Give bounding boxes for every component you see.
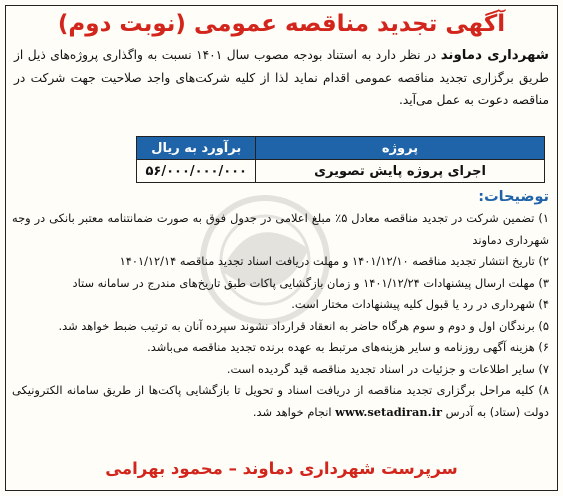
note-item: ۱) تضمین شرکت در تجدید مناقصه معادل ۵٪ مبلغ اعلامی در جدول فوق به صورت ضمانتنامه معتبر بانکی در وجه شهرداری دماوند [12, 211, 549, 247]
notes-list [12, 208, 549, 423]
project-table [136, 136, 545, 183]
notice-title: آگهی تجدید مناقصه عمومی (نوبت دوم) [57, 11, 506, 37]
note-item: ۳) مهلت ارسال پیشنهادات ۱۴۰۱/۱۲/۲۴ و زمان بازگشایی پاکات طبق تاریخ‌های مندرج در سامانه ستاد [72, 275, 549, 290]
table-header-row [137, 137, 545, 160]
column-header-project: پروژه [256, 137, 545, 160]
column-header-estimate: برآورد به ریال [137, 137, 256, 160]
intro-paragraph [14, 44, 549, 111]
project-name-cell: اجرای پروژه پایش تصویری [256, 160, 545, 183]
note-item-8 [12, 380, 549, 423]
estimate-cell: ۵۶/۰۰۰/۰۰۰/۰۰۰ [137, 160, 256, 183]
signature-line: سرپرست شهرداری دماوند – محمود بهرامی [105, 459, 458, 478]
note-8-text: ۸) کلیه مراحل برگزاری تجدید مناقصه از دریافت اسناد و تحویل تا بازگشایی پاکت‌ها از طریق سامانه الکترونیکی دولت (ستاد) به آدرس [12, 383, 549, 419]
intro-text: در نظر دارد به استناد بودجه مصوب سال ۱۴۰۱ نسبت به واگذاری پروژه‌های ذیل از طریق برگزاری تجدید مناقصه عمومی اقدام نماید لذا از کلیه شرکت‌های واجد صلاحیت جهت شرکت در مناقصه دعوت به عمل می‌آید. [14, 48, 549, 107]
table-row [137, 160, 545, 183]
note-item: ۶) هزینه آگهی روزنامه و سایر هزینه‌های مرتبط به عهده برنده تجدید مناقصه می‌باشد. [147, 340, 549, 354]
setad-website-link[interactable]: www.setadiran.ir [335, 404, 442, 419]
notes-heading: توضیحات: [478, 189, 549, 205]
note-item: ۵) برندگان اول و دوم و سوم هرگاه حاضر به انعقاد قرارداد نشوند سپرده آنان به ترتیب ضبط خواهد شد. [58, 318, 549, 333]
note-item: ۴) شهرداری در رد یا قبول کلیه پیشنهادات مختار است. [291, 297, 549, 311]
note-item: ۲) تاریخ انتشار تجدید مناقصه ۱۴۰۱/۱۲/۱۰ و مهلت دریافت اسناد تجدید مناقصه ۱۴۰۱/۱۲/۱۴ [119, 254, 549, 268]
note-8-tail: انجام خواهد شد. [252, 404, 336, 419]
note-item: ۷) سایر اطلاعات و جزئیات در اسناد تجدید مناقصه قید گردیده است. [226, 361, 549, 376]
intro-municipality-name: شهرداری دماوند [440, 48, 549, 63]
